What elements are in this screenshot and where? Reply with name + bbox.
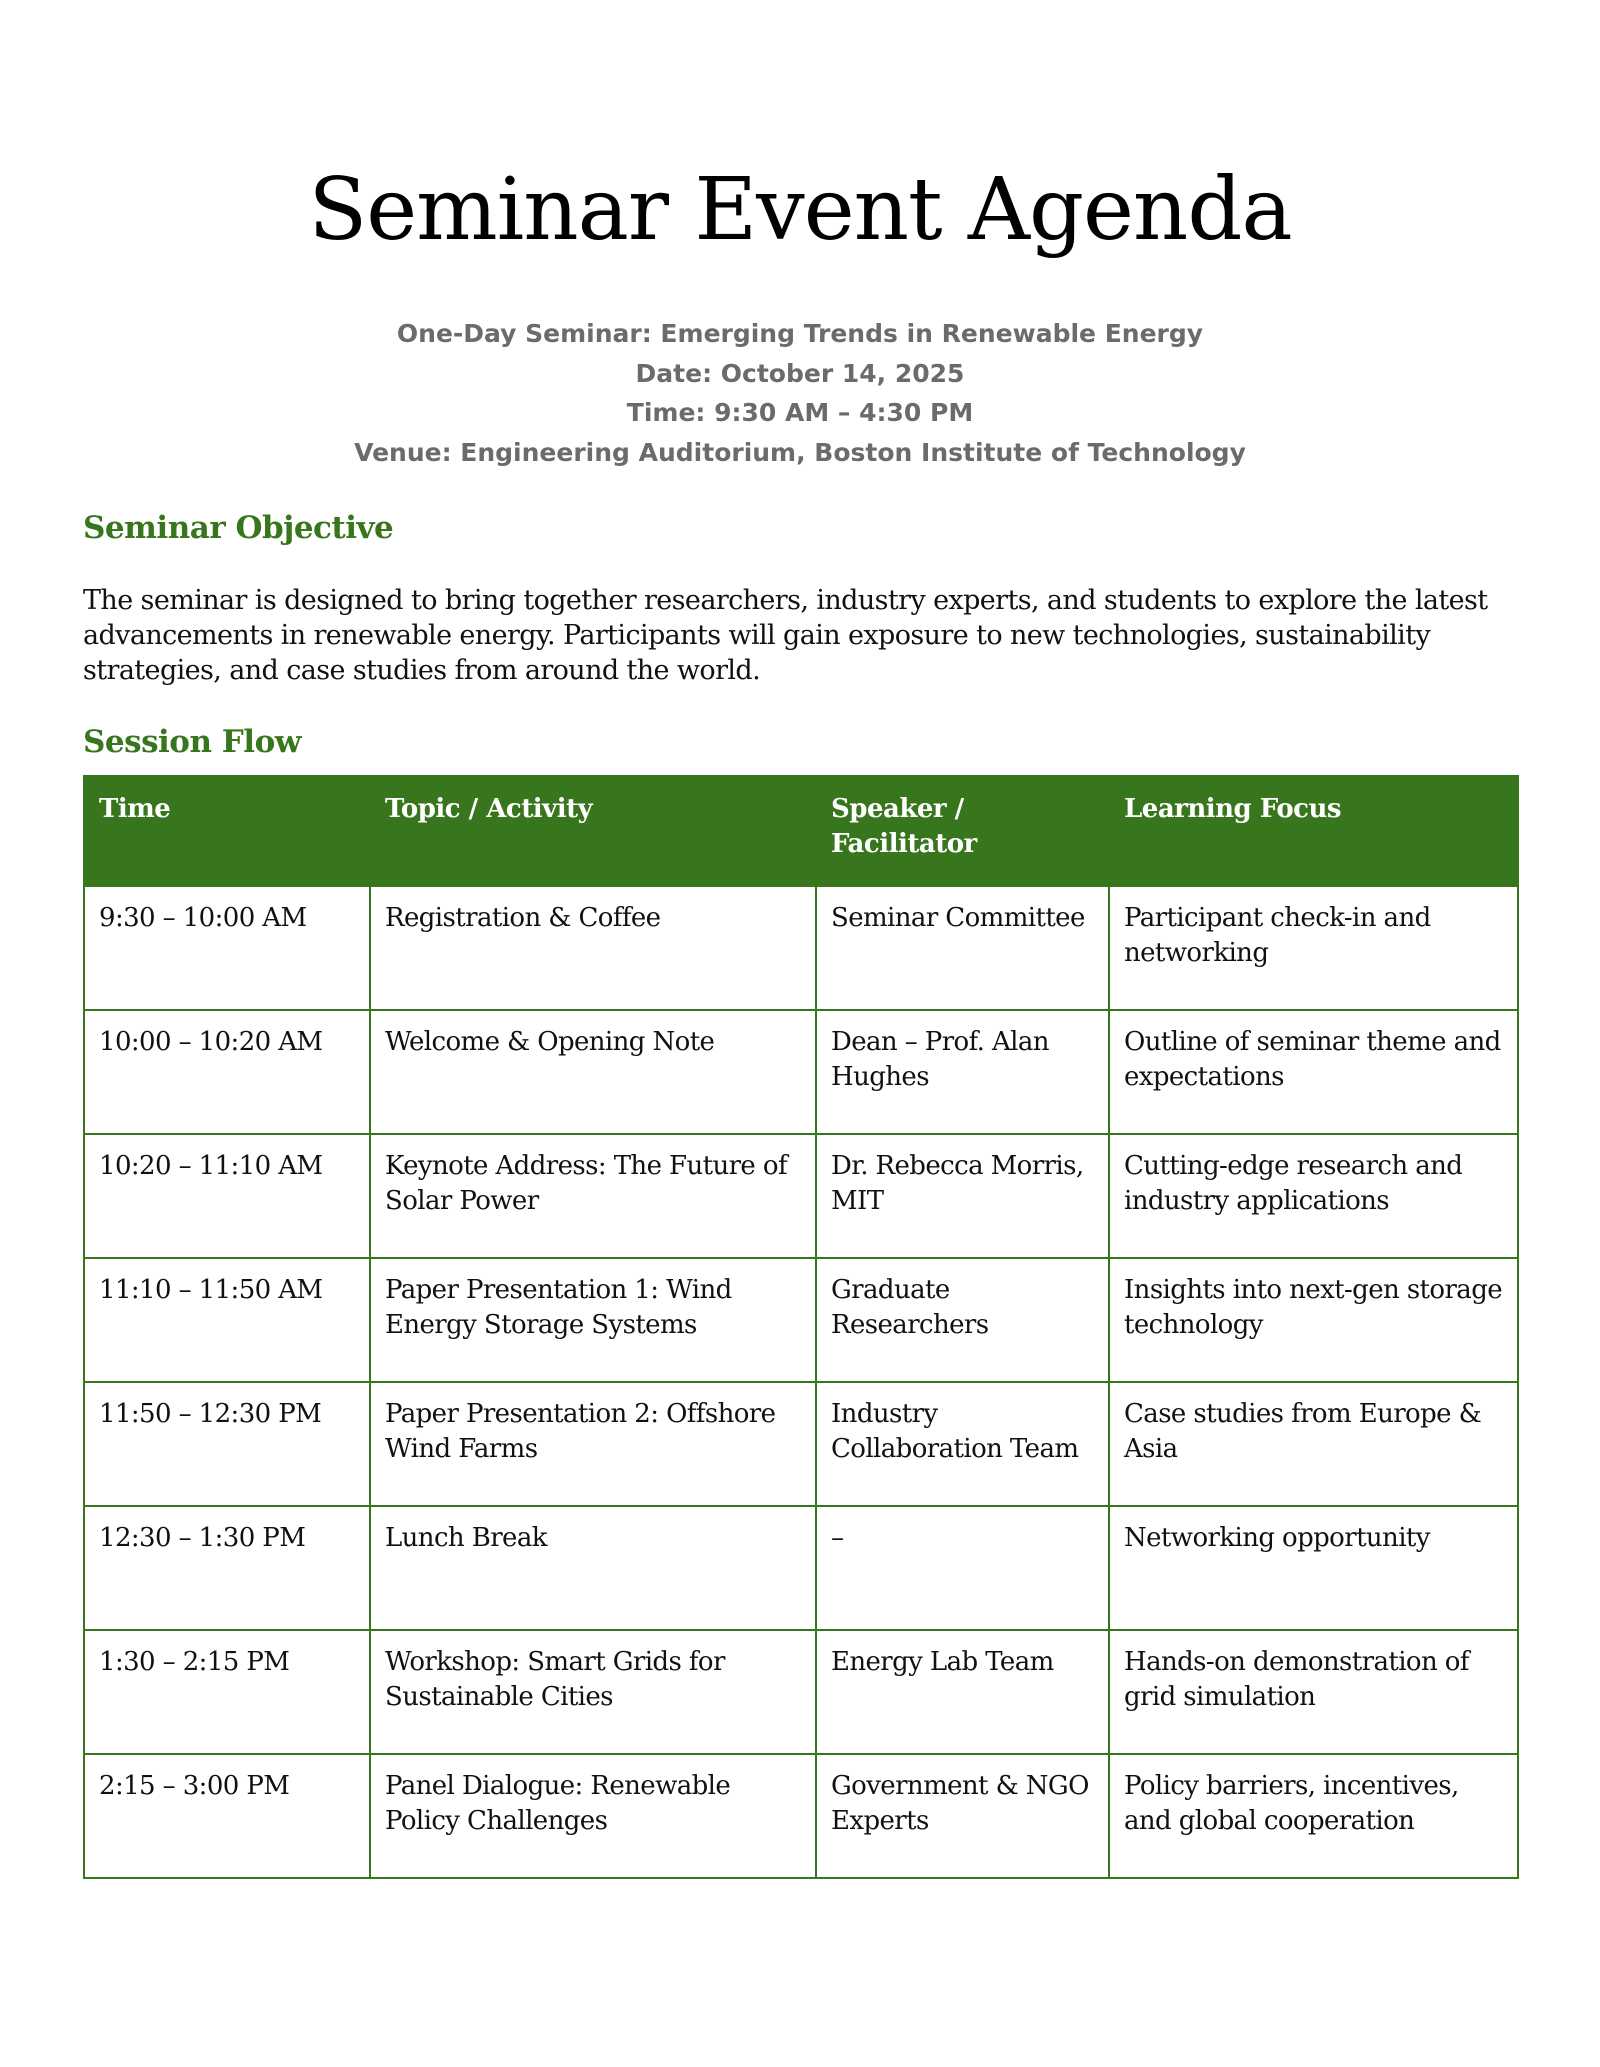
cell-topic: Registration & Coffee: [370, 886, 816, 1010]
cell-time: 11:10 – 11:50 AM: [84, 1258, 370, 1382]
cell-speaker: Energy Lab Team: [816, 1630, 1109, 1754]
table-row: [84, 886, 1518, 1010]
event-meta: [0, 314, 1600, 472]
cell-speaker: –: [816, 1506, 1109, 1630]
cell-speaker: Graduate Researchers: [816, 1258, 1109, 1382]
cell-topic: Workshop: Smart Grids for Sustainable Cities: [370, 1630, 816, 1754]
cell-speaker: Dr. Rebecca Morris, MIT: [816, 1134, 1109, 1258]
cell-topic: Paper Presentation 2: Offshore Wind Farms: [370, 1382, 816, 1506]
table-row: [84, 1754, 1518, 1878]
table-header-row: [84, 776, 1518, 886]
table-row: [84, 1258, 1518, 1382]
table-row: [84, 1382, 1518, 1506]
cell-topic: Paper Presentation 1: Wind Energy Storage Systems: [370, 1258, 816, 1382]
event-date: Date: October 14, 2025: [635, 358, 965, 388]
cell-time: 1:30 – 2:15 PM: [84, 1630, 370, 1754]
cell-speaker: Government & NGO Experts: [816, 1754, 1109, 1878]
cell-time: 12:30 – 1:30 PM: [84, 1506, 370, 1630]
column-header-topic: Topic / Activity: [370, 776, 816, 886]
column-header-time: Time: [84, 776, 370, 886]
cell-focus: Policy barriers, incentives, and global cooperation: [1109, 1754, 1518, 1878]
objective-text: The seminar is designed to bring together researchers, industry experts, and students to explore the latest advancements in renewable energy. Participants will gain exposure to new technologies, sustainability strategies, and case studies from around the world.: [83, 585, 1488, 686]
column-header-focus: Learning Focus: [1109, 776, 1518, 886]
column-header-speaker: Speaker / Facilitator: [816, 776, 1109, 886]
cell-focus: Insights into next-gen storage technology: [1109, 1258, 1518, 1382]
page-title: Seminar Event Agenda: [308, 160, 1292, 260]
cell-time: 10:20 – 11:10 AM: [84, 1134, 370, 1258]
cell-focus: Hands-on demonstration of grid simulation: [1109, 1630, 1518, 1754]
cell-focus: Outline of seminar theme and expectations: [1109, 1010, 1518, 1134]
cell-focus: Case studies from Europe & Asia: [1109, 1382, 1518, 1506]
table-row: [84, 1134, 1518, 1258]
objective-heading: Seminar Objective: [83, 510, 394, 546]
table-row: [84, 1506, 1518, 1630]
event-venue: Venue: Engineering Auditorium, Boston Institute of Technology: [354, 437, 1246, 467]
cell-topic: Lunch Break: [370, 1506, 816, 1630]
cell-focus: Participant check-in and networking: [1109, 886, 1518, 1010]
cell-time: 10:00 – 10:20 AM: [84, 1010, 370, 1134]
cell-time: 2:15 – 3:00 PM: [84, 1754, 370, 1878]
event-subtitle: One-Day Seminar: Emerging Trends in Renewable Energy: [396, 319, 1204, 348]
cell-topic: Panel Dialogue: Renewable Policy Challenges: [370, 1754, 816, 1878]
cell-topic: Keynote Address: The Future of Solar Power: [370, 1134, 816, 1258]
session-flow-heading: Session Flow: [83, 724, 301, 760]
table-row: [84, 1630, 1518, 1754]
cell-speaker: Seminar Committee: [816, 886, 1109, 1010]
event-time: Time: 9:30 AM – 4:30 PM: [626, 398, 974, 427]
cell-speaker: Industry Collaboration Team: [816, 1382, 1109, 1506]
cell-topic: Welcome & Opening Note: [370, 1010, 816, 1134]
cell-focus: Networking opportunity: [1109, 1506, 1518, 1630]
session-flow-table: [83, 775, 1519, 1879]
cell-time: 11:50 – 12:30 PM: [84, 1382, 370, 1506]
table-row: [84, 1010, 1518, 1134]
cell-focus: Cutting-edge research and industry applications: [1109, 1134, 1518, 1258]
cell-time: 9:30 – 10:00 AM: [84, 886, 370, 1010]
cell-speaker: Dean – Prof. Alan Hughes: [816, 1010, 1109, 1134]
